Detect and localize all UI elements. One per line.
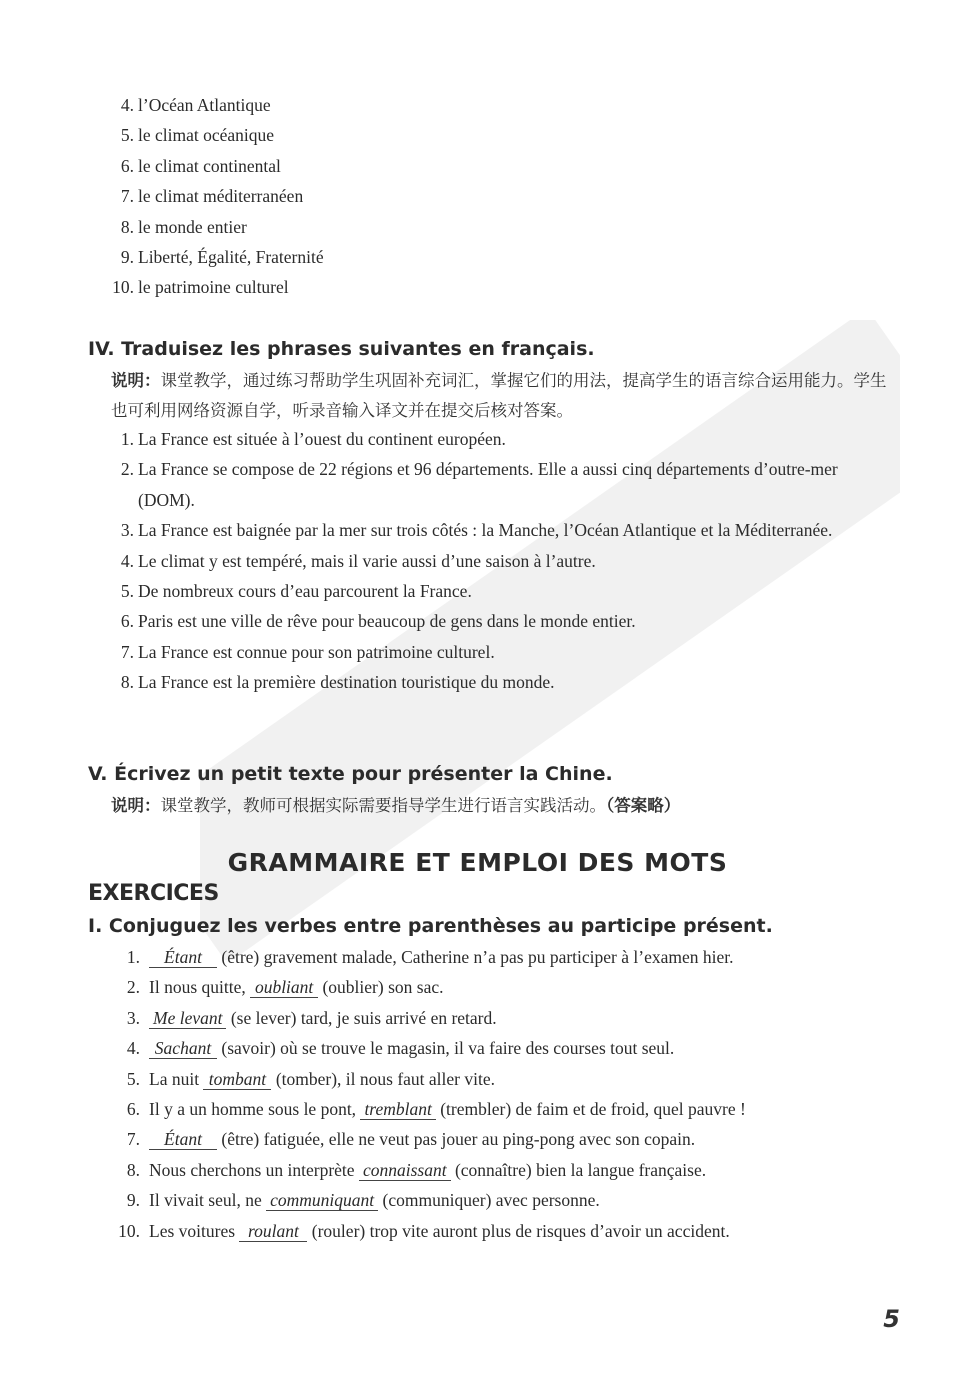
answer-blank: connaissant [359,1160,451,1181]
item-text-after: (être) fatiguée, elle ne veut pas jouer au ping-pong avec son copain. [221,1129,696,1150]
item-text-before: La nuit [149,1068,200,1089]
vocab-list [0,90,324,303]
item-number: 8. [126,1159,140,1180]
answer-blank: Étant [149,1129,217,1150]
list-item [0,1064,746,1094]
grammar-title: GRAMMAIRE ET EMPLOI DES MOTS [227,848,728,877]
item-number: 7. [120,641,134,662]
item-text: Le climat y est tempéré, mais il varie aussi d’une saison à l’autre. [138,550,596,571]
list-item [0,576,955,606]
list-item [0,972,746,1002]
list-item [0,120,324,150]
answer-blank: tremblant [360,1099,435,1120]
list-item [0,637,955,667]
item-number: 5. [120,581,134,602]
item-number: 1. [126,947,140,967]
list-item [0,151,324,181]
list-item [0,454,955,515]
item-text-after: (communiquer) avec personne. [382,1190,600,1211]
item-number: 3. [126,1007,140,1028]
section-iv-note [111,366,901,426]
exercices-subtitle: EXERCICES [88,881,219,906]
item-number: 1. [120,429,134,449]
item-number: 8. [120,216,134,237]
item-number: 8. [120,672,134,693]
list-item [0,272,324,302]
note-suffix: （答案略） [606,796,681,815]
list-item [0,242,324,272]
list-item [0,546,955,576]
item-text: le patrimoine culturel [138,277,289,298]
item-text-after: (oublier) son sac. [322,977,444,998]
item-text: La France se compose de 22 régions et 96 départements. Elle a aussi cinq départements d’outre-mer (DOM). [138,459,838,510]
answer-blank: communiquant [266,1190,378,1211]
item-text-before: Les voitures [149,1220,236,1241]
list-item [0,212,324,242]
list-item [0,1094,746,1124]
answer-blank: tombant [203,1069,271,1090]
list-item [0,424,955,454]
item-number: 4. [126,1038,140,1059]
item-number: 3. [120,520,134,541]
item-text-before: Il vivait seul, ne [149,1190,262,1211]
item-number: 10. [112,277,134,298]
item-number: 2. [120,459,134,480]
answer-blank: Étant [149,947,217,968]
translation-list [0,424,955,698]
item-number: 2. [126,977,140,998]
note-text: 课堂教学，教师可根据实际需要指导学生进行语言实践活动。 [160,796,606,815]
item-number: 6. [126,1099,140,1120]
item-text: La France est baignée par la mer sur trois côtés : la Manche, l’Océan Atlantique et la Méditerranée. [138,520,833,541]
item-number: 10. [118,1220,140,1241]
item-text: le climat continental [138,155,281,176]
list-item [0,606,955,636]
section-v-heading: V. Écrivez un petit texte pour présenter la Chine. [88,763,613,785]
item-text-before: Il nous quitte, [149,977,246,998]
list-item [0,1033,746,1063]
item-text-after: (savoir) où se trouve le magasin, il va faire des courses tout seul. [221,1038,675,1059]
item-text-after: (se lever) tard, je suis arrivé en retard. [230,1007,497,1028]
section-iv-heading: IV. Traduisez les phrases suivantes en français. [88,338,595,360]
item-text: le monde entier [138,216,247,237]
list-item [0,181,324,211]
list-item [0,90,324,120]
item-text-before: Nous cherchons un interprète [149,1159,355,1180]
item-number: 9. [120,247,134,268]
item-text: La France est la première destination touristique du monde. [138,672,555,693]
item-text-after: (trembler) de faim et de froid, quel pauvre ! [440,1099,746,1120]
item-text: le climat méditerranéen [138,186,304,207]
item-text-after: (tomber), il nous faut aller vite. [275,1068,495,1089]
list-item [0,1185,746,1215]
conjugation-list [0,942,746,1246]
item-number: 5. [126,1068,140,1089]
item-number: 6. [120,611,134,632]
answer-blank: Me levant [149,1008,226,1029]
item-text: De nombreux cours d’eau parcourent la France. [138,581,472,602]
item-text: le climat océanique [138,125,275,146]
note-label: 说明： [111,796,161,815]
item-text: Liberté, Égalité, Fraternité [138,247,324,268]
item-number: 5. [120,125,134,146]
item-text-before: Il y a un homme sous le pont, [149,1099,357,1120]
section-v-note [111,791,901,821]
note-text: 课堂教学，通过练习帮助学生巩固补充词汇，掌握它们的用法，提高学生的语言综合运用能力。学生也可利用网络资源自学，听录音输入译文并在提交后核对答案。 [111,371,887,420]
answer-blank: oubliant [250,977,318,998]
item-text-after: (connaître) bien la langue française. [454,1159,707,1180]
item-text-after: (être) gravement malade, Catherine n’a pas pu participer à l’examen hier. [221,947,734,967]
answer-blank: Sachant [149,1038,217,1059]
list-item [0,1003,746,1033]
item-text: l’Océan Atlantique [138,95,271,115]
page-number: 5 [883,1305,900,1333]
item-number: 6. [120,155,134,176]
list-item [0,942,746,972]
item-number: 7. [120,186,134,207]
item-number: 9. [126,1190,140,1211]
item-text: Paris est une ville de rêve pour beaucoup de gens dans le monde entier. [138,611,636,632]
item-number: 4. [120,550,134,571]
grammar-exercise-heading: I. Conjuguez les verbes entre parenthèses au participe présent. [88,915,773,937]
item-number: 4. [120,95,134,115]
item-number: 7. [126,1129,140,1150]
note-label: 说明： [111,371,161,390]
list-item [0,667,955,697]
item-text-after: (rouler) trop vite auront plus de risques d’avoir un accident. [311,1220,730,1241]
list-item [0,515,955,545]
list-item [0,1216,746,1246]
item-text: La France est située à l’ouest du continent européen. [138,429,506,449]
answer-blank: roulant [239,1221,307,1242]
item-text: La France est connue pour son patrimoine culturel. [138,641,495,662]
list-item [0,1155,746,1185]
list-item [0,1124,746,1154]
